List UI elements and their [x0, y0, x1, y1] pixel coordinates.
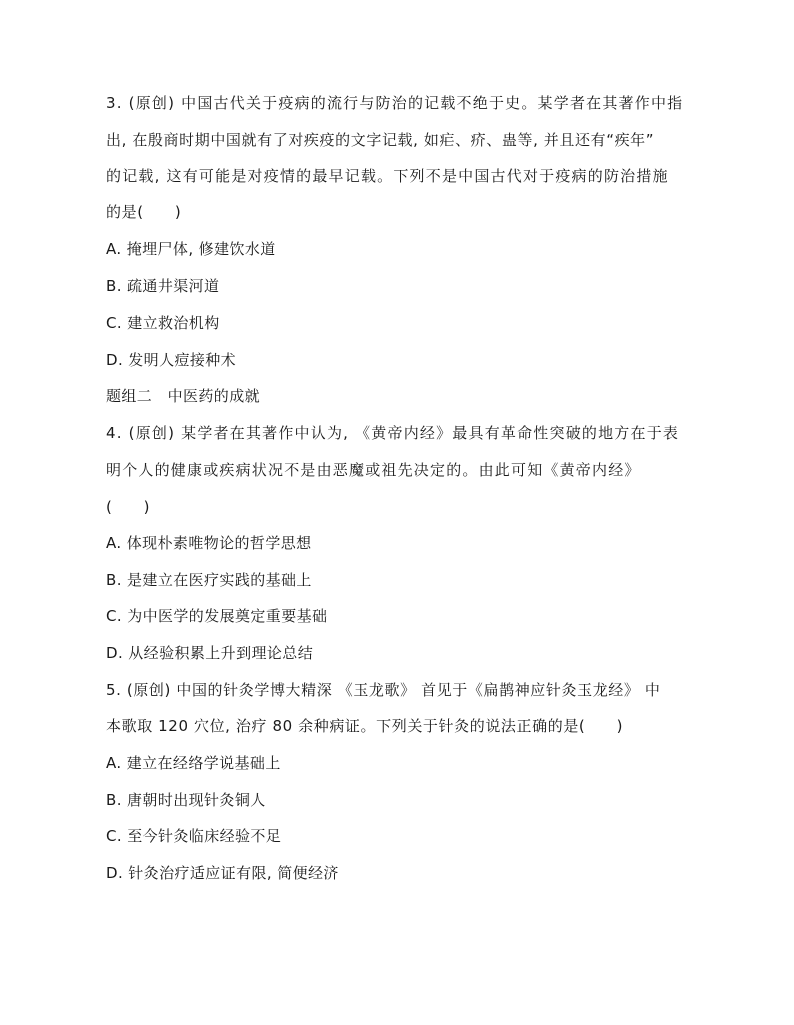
q4-stem-line-3: ( ) [106, 498, 151, 516]
q4-option-c: C. 为中医学的发展奠定重要基础 [106, 607, 328, 625]
q4-option-a: A. 体现朴素唯物论的哲学思想 [106, 534, 312, 552]
q4-stem-line-2: 明个人的健康或疾病状况不是由恶魔或祖先决定的。由此可知《黄帝内经》 [106, 461, 641, 479]
q3-option-a: A. 掩埋尸体, 修建饮水道 [106, 240, 276, 258]
q5-option-c: C. 至今针灸临床经验不足 [106, 827, 282, 845]
q5-option-b: B. 唐朝时出现针灸铜人 [106, 791, 266, 809]
section-heading: 题组二 中医药的成就 [106, 387, 261, 405]
q3-option-d: D. 发明人痘接种术 [106, 351, 237, 369]
q3-option-b: B. 疏通井渠河道 [106, 277, 220, 295]
q5-stem-line-2: 本歌取 120 穴位, 治疗 80 余种病证。下列关于针灸的说法正确的是( ) [106, 717, 624, 735]
q3-stem-line-4: 的是( ) [106, 203, 182, 221]
q3-stem-line-2: 出, 在殷商时期中国就有了对疾疫的文字记载, 如疟、疥、蛊等, 并且还有“疾年” [106, 131, 655, 149]
q5-option-d: D. 针灸治疗适应证有限, 简便经济 [106, 864, 339, 882]
q4-stem-line-1: 4. (原创) 某学者在其著作中认为, 《黄帝内经》最具有革命性突破的地方在于表 [106, 424, 680, 442]
q3-stem-line-3: 的记载, 这有可能是对疫情的最早记载。下列不是中国古代对于疫病的防治措施 [106, 167, 669, 185]
q4-option-b: B. 是建立在医疗实践的基础上 [106, 571, 312, 589]
q3-stem-line-1: 3. (原创) 中国古代关于疫病的流行与防治的记载不绝于史。某学者在其著作中指 [106, 94, 684, 112]
q4-option-d: D. 从经验积累上升到理论总结 [106, 644, 314, 662]
q5-stem-line-1: 5. (原创) 中国的针灸学博大精深 《玉龙歌》 首见于《扁鹊神应针灸玉龙经》 中 [106, 681, 661, 699]
q3-option-c: C. 建立救治机构 [106, 314, 220, 332]
q5-option-a: A. 建立在经络学说基础上 [106, 754, 281, 772]
